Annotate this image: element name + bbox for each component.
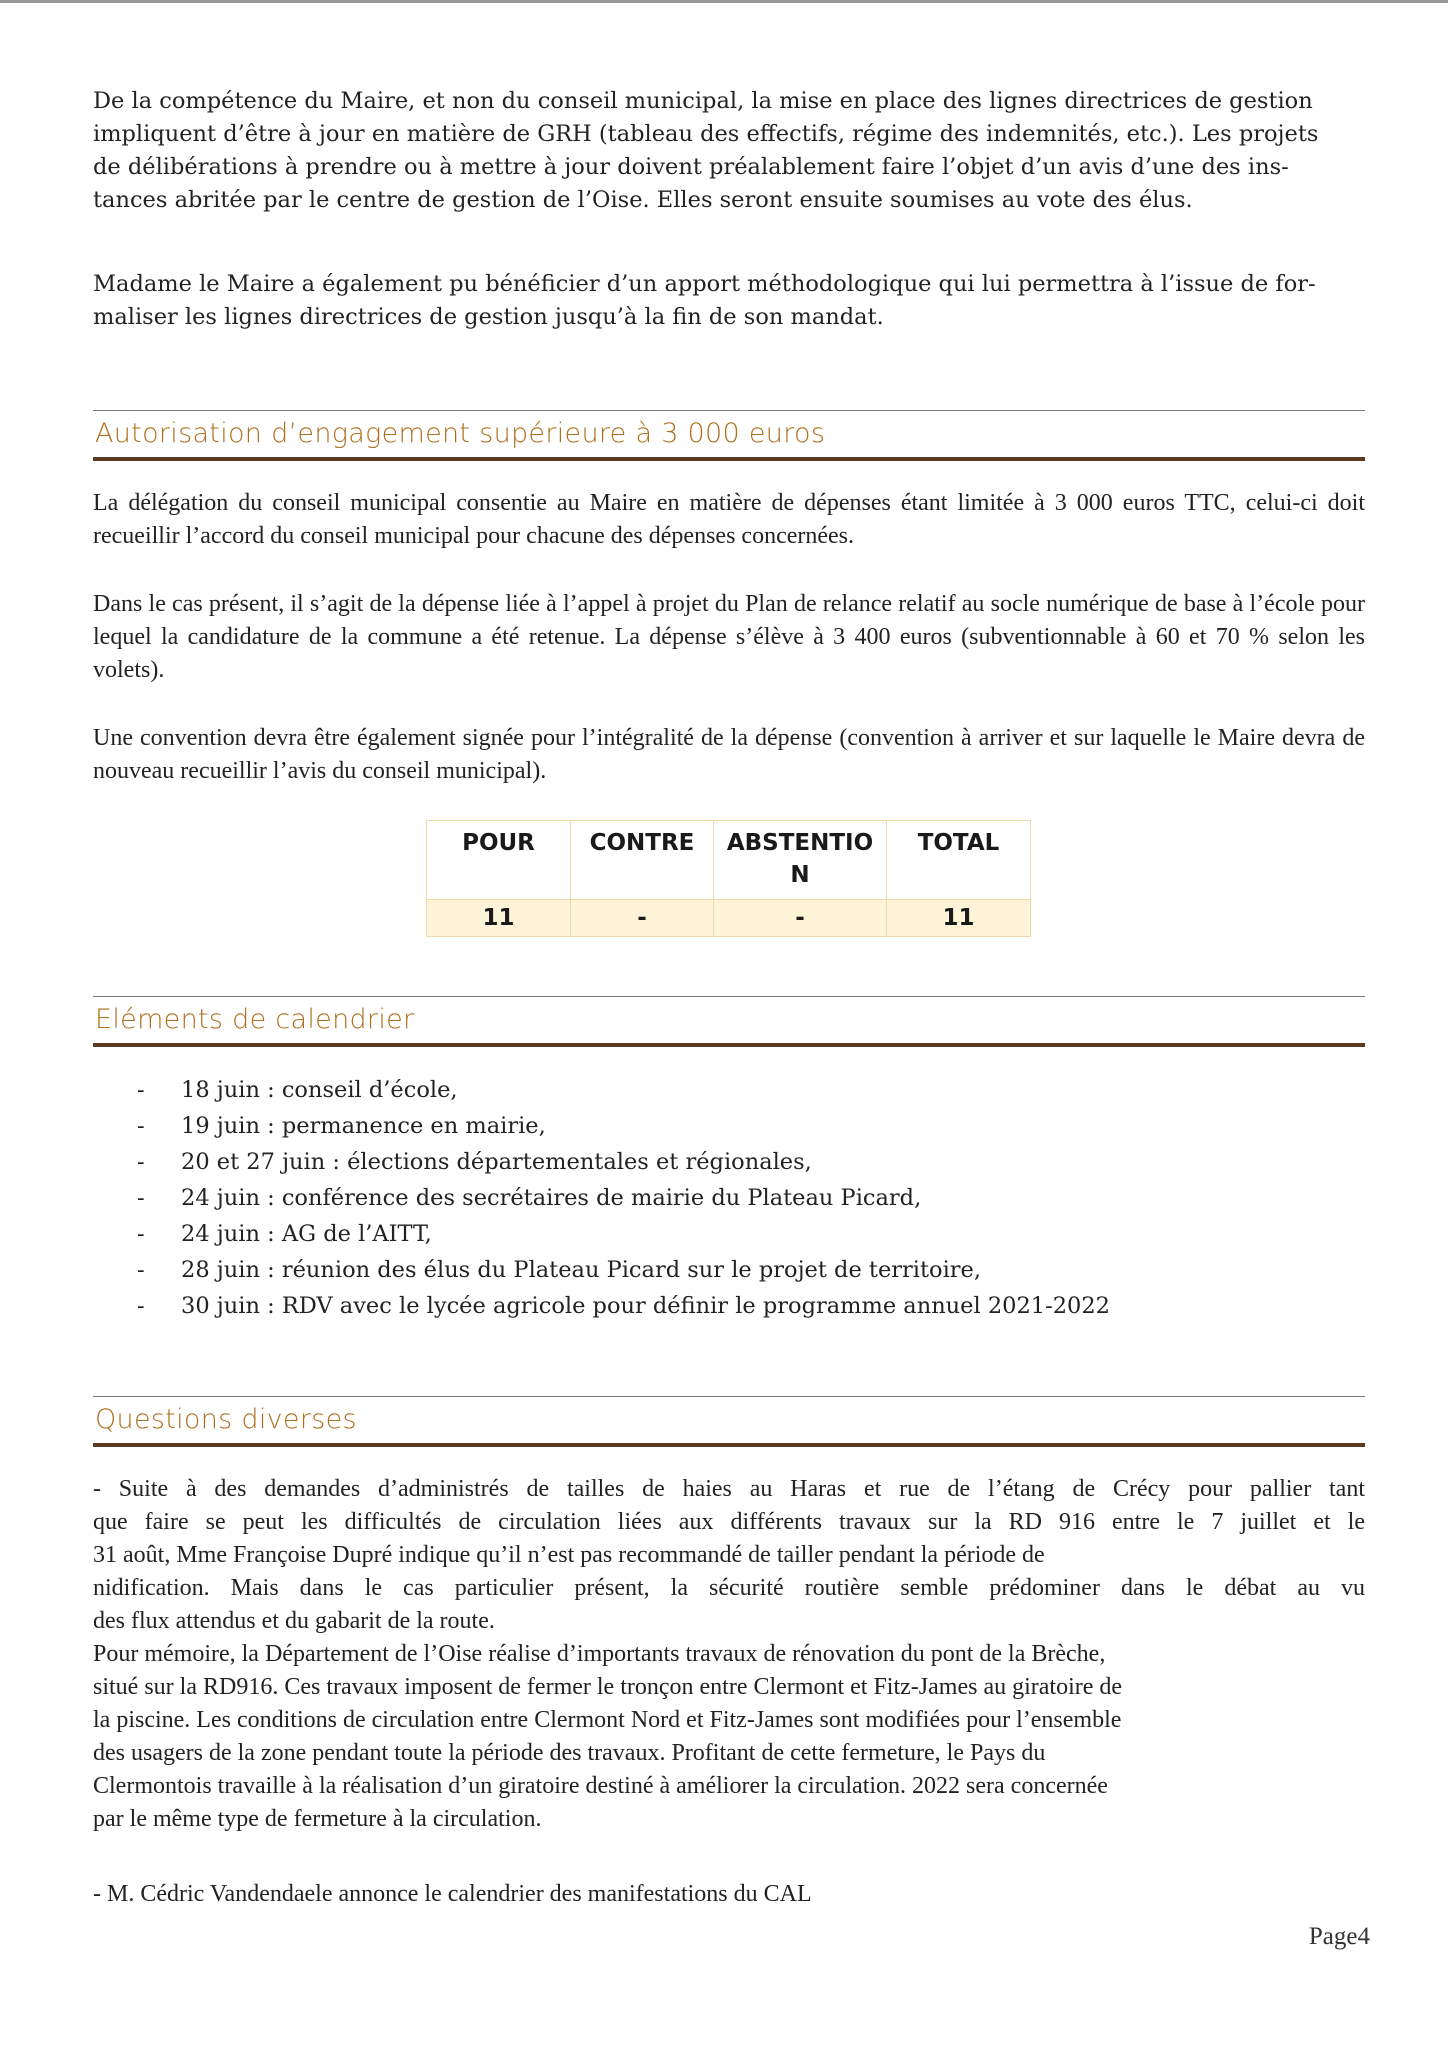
vote-header-total: TOTAL <box>887 821 1031 900</box>
bullet-dash: - <box>137 1185 145 1211</box>
list-item <box>93 1288 1110 1324</box>
list-item-text: 18 juin : conseil d’école, <box>181 1077 458 1103</box>
vote-value-pour: 11 <box>427 900 571 937</box>
list-item-text: 19 juin : permanence en mairie, <box>181 1113 546 1139</box>
list-item-text: 24 juin : conférence des secrétaires de mairie du Plateau Picard, <box>181 1185 922 1211</box>
section-header-autorisation <box>93 410 1365 468</box>
list-item <box>93 1108 1110 1144</box>
vote-table-header-row <box>427 821 1031 900</box>
scan-top-edge <box>0 0 1448 3</box>
list-item <box>93 1144 1110 1180</box>
text-line: Pour mémoire, la Département de l’Oise réalise d’importants travaux de rénovation du pont de la Brèche, <box>93 1641 1106 1667</box>
vote-header-abstention: ABSTENTIO N <box>714 821 887 900</box>
text-line: De la compétence du Maire, et non du conseil municipal, la mise en place des lignes directrices de gestion <box>93 88 1313 114</box>
list-item-text: 30 juin : RDV avec le lycée agricole pour définir le programme annuel 2021-2022 <box>181 1293 1110 1319</box>
section-rule-thin <box>93 996 1365 997</box>
bullet-dash: - <box>137 1077 145 1103</box>
section3-paragraph-2: - M. Cédric Vandendaele annonce le calendrier des manifestations du CAL <box>93 1881 812 1907</box>
calendar-list <box>93 1072 1110 1324</box>
bullet-dash: - <box>137 1221 145 1247</box>
section1-paragraph-3: Une convention devra être également signée pour l’intégralité de la dépense (convention à arriver et sur laquelle le Maire devra de nouveau recueillir l’avis du conseil municipal). <box>93 725 1365 784</box>
section-header-questions <box>93 1396 1365 1454</box>
section-rule-thick <box>93 1043 1365 1047</box>
text-line: nidification. Mais dans le cas particulier présent, la sécurité routière semble prédominer dans le débat au vu <box>93 1575 1365 1601</box>
list-item <box>93 1180 1110 1216</box>
bullet-dash: - <box>137 1113 145 1139</box>
text-line: des flux attendus et du gabarit de la route. <box>93 1608 495 1634</box>
list-item-text: 24 juin : AG de l’AITT, <box>181 1221 432 1247</box>
text-line: des usagers de la zone pendant toute la période des travaux. Profitant de cette fermeture, le Pays du <box>93 1740 1046 1766</box>
vote-value-total: 11 <box>887 900 1031 937</box>
list-item-text: 20 et 27 juin : élections départementales et régionales, <box>181 1149 812 1175</box>
vote-table-values-row <box>427 900 1031 937</box>
text-line: maliser les lignes directrices de gestion jusqu’à la fin de son mandat. <box>93 304 884 330</box>
section-title: Eléments de calendrier <box>95 1004 415 1035</box>
section-rule-thick <box>93 457 1365 461</box>
text-line: de délibérations à prendre ou à mettre à jour doivent préalablement faire l’objet d’un avis d’une des ins- <box>93 154 1289 180</box>
text-line: Clermontois travaille à la réalisation d’un giratoire destiné à améliorer la circulation. 2022 sera concernée <box>93 1773 1108 1799</box>
text-line: par le même type de fermeture à la circulation. <box>93 1806 542 1832</box>
section-rule-thin <box>93 410 1365 411</box>
list-item <box>93 1072 1110 1108</box>
section-title: Questions diverses <box>95 1404 357 1435</box>
list-item-text: 28 juin : réunion des élus du Plateau Picard sur le projet de territoire, <box>181 1257 981 1283</box>
text-line: la piscine. Les conditions de circulation entre Clermont Nord et Fitz-James sont modifiées pour l’ensemble <box>93 1707 1122 1733</box>
bullet-dash: - <box>137 1293 145 1319</box>
text-line: situé sur la RD916. Ces travaux imposent de fermer le tronçon entre Clermont et Fitz-James au giratoire de <box>93 1674 1123 1700</box>
intro-paragraph-2 <box>93 268 1365 334</box>
page-number: Page4 <box>1308 1923 1370 1950</box>
section-title: Autorisation d’engagement supérieure à 3 000 euros <box>95 418 826 449</box>
bullet-dash: - <box>137 1257 145 1283</box>
section3-paragraph-1 <box>93 1473 1365 1836</box>
section1-paragraph-1: La délégation du conseil municipal consentie au Maire en matière de dépenses étant limitée à 3 000 euros TTC, celui-ci doit recueillir l’accord du conseil municipal pour chacune des dépenses concernées. <box>93 490 1365 549</box>
section-rule-thick <box>93 1443 1365 1447</box>
text-line: Madame le Maire a également pu bénéficier d’un apport méthodologique qui lui permettra à l’issue de for- <box>93 271 1316 297</box>
section-rule-thin <box>93 1396 1365 1397</box>
text-line: 31 août, Mme Françoise Dupré indique qu’il n’est pas recommandé de tailler pendant la période de <box>93 1542 1045 1568</box>
text-line: impliquent d’être à jour en matière de GRH (tableau des effectifs, régime des indemnités, etc.). Les projets <box>93 121 1319 147</box>
text-line: tances abritée par le centre de gestion de l’Oise. Elles seront ensuite soumises au vote des élus. <box>93 187 1193 213</box>
text-line: que faire se peut les difficultés de circulation liées aux différents travaux sur la RD 916 entre le 7 juillet et le <box>93 1509 1365 1535</box>
section1-paragraph-2: Dans le cas présent, il s’agit de la dépense liée à l’appel à projet du Plan de relance relatif au socle numérique de base à l’école pour lequel la candidature de la commune a été retenue. La dépense s’élève à 3 400 euros (subventionnable à 60 et 70 % selon les volets). <box>93 591 1365 683</box>
vote-value-abstention: - <box>714 900 887 937</box>
intro-paragraph-1 <box>93 85 1365 217</box>
list-item <box>93 1216 1110 1252</box>
text-line: - Suite à des demandes d’administrés de tailles de haies au Haras et rue de l’étang de Crécy pour pallier tant <box>93 1476 1365 1502</box>
vote-table <box>426 820 1031 937</box>
vote-header-pour: POUR <box>427 821 571 900</box>
vote-value-contre: - <box>571 900 714 937</box>
list-item <box>93 1252 1110 1288</box>
section-header-calendrier <box>93 996 1365 1054</box>
bullet-dash: - <box>137 1149 145 1175</box>
vote-header-contre: CONTRE <box>571 821 714 900</box>
